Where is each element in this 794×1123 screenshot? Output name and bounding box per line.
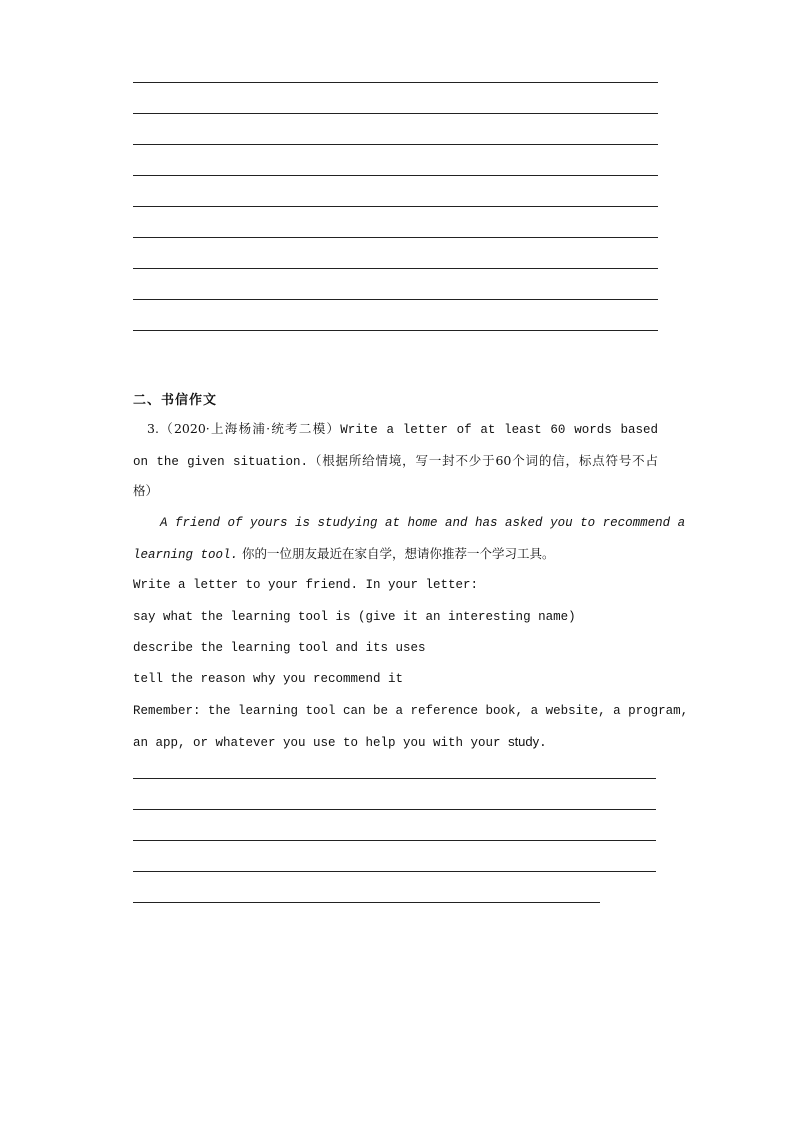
- answer-line: [133, 268, 658, 269]
- situation-italic-2: learning tool.: [133, 548, 239, 562]
- answer-line: [133, 871, 656, 872]
- answer-line: [133, 206, 658, 207]
- answer-line: [133, 809, 656, 810]
- instruction-line-6-prefix: an app, or whatever you use to help you with your: [133, 736, 509, 750]
- answer-line: [133, 299, 658, 300]
- question-prompt-en-1: Write a letter of at least 60 words based: [340, 423, 658, 437]
- question-prompt-line-2: [133, 453, 658, 470]
- instruction-line-1: Write a letter to your friend. In your letter:: [133, 578, 479, 592]
- instruction-line-3: describe the learning tool and its uses: [133, 641, 426, 655]
- answer-line: [133, 82, 658, 83]
- question-prompt-cn-2: 格）: [133, 483, 159, 498]
- situation-cn: 你的一位朋友最近在家自学，想请你推荐一个学习工具。: [238, 546, 555, 561]
- situation-line-1: [160, 515, 686, 531]
- answer-line: [133, 113, 658, 114]
- question-number-source: 3.（2020·上海杨浦·统考二模）: [147, 421, 341, 436]
- answer-line: [133, 778, 656, 779]
- answer-line: [133, 840, 656, 841]
- instruction-line-2: say what the learning tool is (give it an interesting name): [133, 610, 576, 624]
- instruction-line-6-end: .: [539, 736, 547, 750]
- situation-italic-1: A friend of yours is studying at home and has asked you to recommend a: [160, 516, 686, 530]
- situation-line-2: [133, 546, 555, 563]
- instruction-line-6-study: study: [508, 734, 540, 749]
- question-prompt-en-2: on the given situation.: [133, 455, 309, 469]
- question-prompt-line-3: [133, 483, 158, 500]
- answer-line: [133, 175, 658, 176]
- answer-line: [133, 144, 658, 145]
- instruction-line-4: tell the reason why you recommend it: [133, 672, 404, 686]
- answer-line: [133, 237, 658, 238]
- question-prompt-cn-1: （根据所给情境，写一封不少于60个词的信，标点符号不占: [308, 453, 658, 468]
- instruction-line-5: Remember: the learning tool can be a reference book, a website, a program,: [133, 704, 689, 718]
- answer-line: [133, 902, 600, 903]
- instruction-line-6: [133, 734, 547, 751]
- section-heading: 二、书信作文: [133, 393, 218, 408]
- answer-line: [133, 330, 658, 331]
- question-prompt-line-1: [147, 421, 658, 438]
